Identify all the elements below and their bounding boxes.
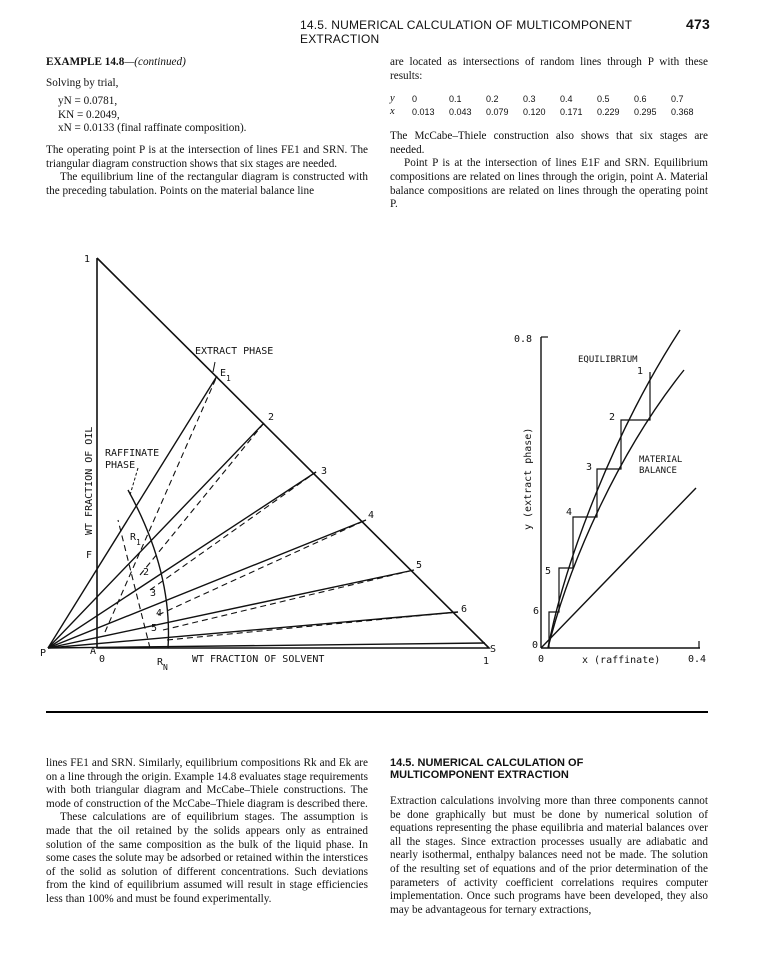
stage-label-4: 4 (368, 510, 375, 521)
phase-label: PHASE (105, 460, 136, 471)
r1-label: $R_1$ (130, 532, 141, 547)
equation-xn: xN = 0.0133 (final raffinate composition). (58, 122, 247, 135)
f-label: F (86, 550, 93, 561)
stage-label-6: 6 (533, 606, 540, 617)
material-label: MATERIAL (639, 455, 683, 465)
stage-label-4: 4 (566, 507, 573, 518)
table-cell: 0.229 (597, 106, 620, 117)
table-cell: 0.079 (486, 106, 509, 117)
example-continued: —(continued) (124, 56, 186, 68)
material-balance-curve (548, 330, 683, 648)
rn-label: $R_N$ (157, 657, 168, 672)
raffinate-label: RAFFINATE (105, 448, 160, 459)
stage-label-3: 3 (586, 462, 593, 473)
pointer-line (130, 468, 138, 495)
equation-kn: KN = 0.2049, (58, 108, 120, 121)
paragraph: The equilibrium line of the rectangular diagram is constructed with the preceding tabulation. Points on the material balance line (46, 171, 368, 197)
stage-label-2: 2 (268, 412, 275, 423)
x-zero-label: 0 (538, 654, 545, 665)
paragraph: lines FE1 and SRN. Similarly, equilibrium compositions Rk and Ek are on a line through the origin. Example 14.8 evaluates stage requirements with both triangular diagram and McCabe–Thiele constructions. The mode of construction of the McCabe–Thiele diagram is described there. (46, 757, 368, 810)
s-one-label: 1 (483, 656, 490, 667)
table-cell: 0.4 (560, 93, 573, 104)
y-axis-label: WT FRACTION OF OIL (84, 426, 95, 535)
mccabe-labels (514, 334, 706, 666)
table-cell: 0.2 (486, 93, 499, 104)
table-row-label: x (390, 106, 395, 118)
table-cell: 0.3 (523, 93, 536, 104)
section-title-line: 14.5. NUMERICAL CALCULATION OF (390, 757, 584, 769)
apex-label: 1 (84, 254, 91, 265)
table-cell: 0.295 (634, 106, 657, 117)
stage-label-2: 2 (609, 412, 616, 423)
equilibrium-line (150, 472, 316, 590)
table-row-label: y (390, 93, 395, 105)
section-title-line: MULTICOMPONENT EXTRACTION (390, 769, 569, 781)
left-column-bottom (46, 757, 368, 907)
equilibrium-line (158, 520, 366, 615)
table-cell: 0.5 (597, 93, 610, 104)
stage-label-5: 5 (545, 566, 552, 577)
table-cell: 0.120 (523, 106, 546, 117)
x-max-label: 0.4 (688, 654, 707, 665)
table-cell: 0.7 (671, 93, 684, 104)
stage-label-5: 5 (416, 560, 423, 571)
equilibrium-label: EQUILIBRIUM (578, 355, 638, 365)
paragraph: The operating point P is at the intersection of lines FE1 and SRN. The triangular diagram construction shows that six stages are needed. (46, 143, 368, 170)
stage-label-1: 1 (637, 366, 644, 377)
section-title (390, 757, 708, 781)
table-cell: 0.1 (449, 93, 462, 104)
inner-stage-label-2: 2 (143, 567, 150, 578)
table-cell: 0.043 (449, 106, 472, 117)
example-title: EXAMPLE 14.8 (46, 56, 125, 68)
table-cell: 0.368 (671, 106, 694, 117)
inner-stage-label-5: 5 (151, 623, 158, 634)
triangle-labels (40, 254, 496, 672)
equilibrium-line (163, 570, 414, 630)
paragraph: are located as intersections of random lines through P with these results: (390, 56, 708, 82)
stage-steps (549, 372, 650, 648)
running-title: 14.5. NUMERICAL CALCULATION OF MULTICOMPONENT EXTRACTION (300, 18, 632, 46)
x-axis-label: WT FRACTION OF SOLVENT (192, 654, 325, 665)
mccabe-diagram (541, 330, 700, 648)
table-cell: 0 (412, 93, 418, 104)
x-axis-label: x (raffinate) (582, 655, 661, 666)
e1-label: $E_1$ (220, 368, 231, 383)
stage-label-6: 6 (461, 604, 468, 615)
s-label: S (490, 644, 497, 655)
table-cell: 0.6 (634, 93, 647, 104)
table-cell: 0.013 (412, 106, 435, 117)
stage-label-3: 3 (321, 466, 328, 477)
right-column-bottom (390, 757, 708, 917)
equilibrium-line (105, 376, 217, 632)
y-axis-label: y (extract phase) (523, 427, 534, 530)
figure-divider (46, 711, 708, 713)
y-top-label: 0.8 (514, 334, 533, 345)
paragraph: These calculations are of equilibrium stages. The assumption is made that the oil retained by the solids appears only as entrained solution of the same composition as the bulk of the liquid phase. In some cases the solute may be adsorbed or retained within the interstices of the solid as solution of different concentrations. Such deviations from the kind of equilibrium assumed will result in stage efficiencies less than 100% and must be found experimentally. (46, 811, 368, 905)
a-label: A (90, 646, 97, 657)
tie-line (48, 520, 366, 648)
balance-label: BALANCE (639, 466, 677, 476)
y-zero-label: 0 (532, 640, 539, 651)
extract-phase-label: EXTRACT PHASE (195, 346, 274, 357)
page-number: 473 (686, 16, 710, 32)
equation-yn: yN = 0.0781, (58, 95, 118, 108)
paragraph: Extraction calculations involving more than three components cannot be done graphically but must be done by numerical solution of equations representing the phase equilibria and material balances over all the stages. Since extraction processes usually are adiabatic and nearly isothermal, enthalpy balances need not be made. The solution of the resulting set of equations and of the prior determination of the parameters of activity coefficient correlations requires computer implementation. Once such programs have been developed, they also may be advantageous for ternary extractions, (390, 795, 708, 916)
table-cell: 0.171 (560, 106, 583, 117)
paragraph: The McCabe–Thiele construction also shows that six stages are needed. (390, 130, 708, 156)
origin-label: 0 (99, 654, 106, 665)
inner-stage-label-3: 3 (150, 588, 157, 599)
inner-stage-label-4: 4 (156, 608, 163, 619)
solving-text: Solving by trial, (46, 76, 119, 89)
pointer-line (213, 362, 215, 372)
paragraph: Point P is at the intersection of lines E1F and SRN. Equilibrium compositions are related on lines through the origin, point A. Material balance compositions are related on lines through the operating point P. (390, 157, 708, 211)
equilibrium-line (140, 423, 264, 575)
p-label: P (40, 648, 47, 659)
